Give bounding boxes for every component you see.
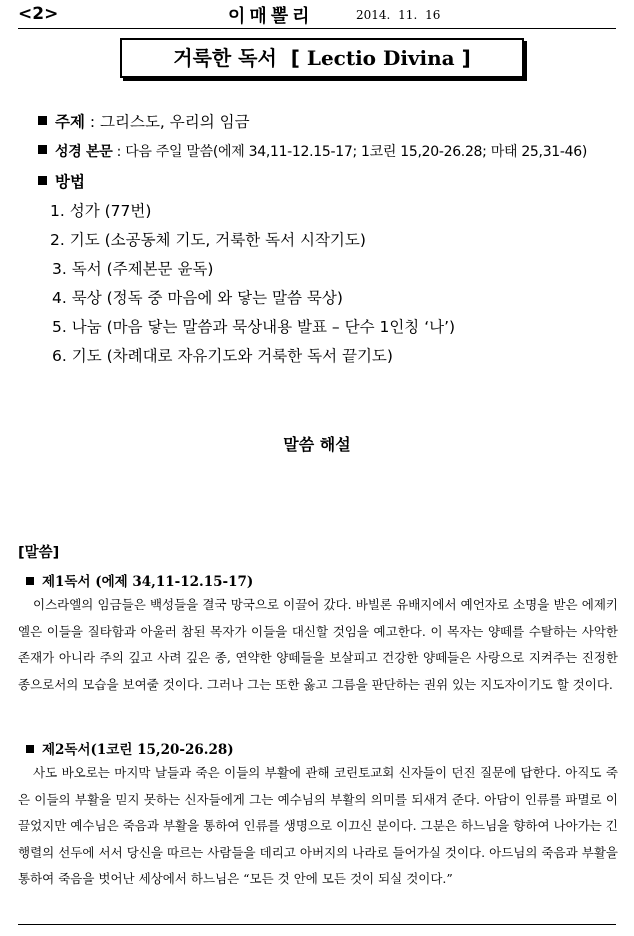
commentary-heading: 말씀 해설 <box>283 435 351 454</box>
theme-label: 주제 <box>55 113 85 131</box>
square-bullet-icon <box>26 577 34 585</box>
scripture-line <box>38 141 587 161</box>
footer-divider <box>18 924 616 925</box>
reading-1-title: 제1독서 (에제 34,11-12.15-17) <box>42 574 254 590</box>
square-bullet-icon <box>38 176 47 185</box>
reading-2-title: 제2독서(1코린 15,20-26.28) <box>42 742 234 758</box>
reading-2-text: 사도 바오로는 마지막 날들과 죽은 이들의 부활에 관해 코린토교회 신자들이 던진 질문에 답한다. 아직도 죽은 이들의 부활을 믿지 못하는 신자들에게 그는 예수님의 부활의 의미를 되새겨 준다. 아담이 인류를 파멸로 이끌었지만 예수님은 죽음과 부활을 통하여 인류를 생명으로 이끄신 분이다. 그분은 하느님을 향하여 나아가는 긴 행렬의 선두에 서서 당신을 따르는 사람들을 데리고 아버지의 나라로 들어가실 것이다. 아드님의 죽음과 부활을 통하여 죽음을 벗어난 세상에서 하느님은 “모든 것 안에 모든 것이 되실 것이다.” <box>18 765 618 886</box>
title-latin: Lectio Divina <box>306 46 455 70</box>
square-bullet-icon <box>26 745 34 753</box>
scripture-value: : 다음 주일 말씀(에제 34,11-12.15-17; 1코린 15,20-26.28; 마태 25,31-46) <box>112 144 588 160</box>
title-box <box>120 38 524 78</box>
theme-line <box>38 110 250 132</box>
method-step-5: 5. 나눔 (마음 닿는 말씀과 묵상내용 발표 – 단수 1인칭 ‘나’) <box>52 318 456 336</box>
method-step-6: 6. 기도 (차례대로 자유기도와 거룩한 독서 끝기도) <box>52 347 393 365</box>
scripture-label: 성경 본문 <box>55 144 113 160</box>
title-korean: 거룩한 독서 <box>173 46 277 70</box>
method-step-3: 3. 독서 (주제본문 윤독) <box>52 260 214 278</box>
bulletin-title: 이매뽈리 <box>228 6 314 27</box>
reading-1-heading <box>26 570 253 590</box>
method-step-2: 2. 기도 (소공동체 기도, 거룩한 독서 시작기도) <box>50 231 366 249</box>
title-bracket-close: ] <box>454 46 471 70</box>
method-line <box>38 170 85 192</box>
square-bullet-icon <box>38 145 47 154</box>
reading-1-text: 이스라엘의 임금들은 백성들을 결국 망국으로 이끌어 갔다. 바빌론 유배지에서 예언자로 소명을 받은 에제키엘은 이들을 질타함과 아울러 참된 목자가 이들을 대신할 것임을 예고한다. 이 목자는 양떼를 수탈하는 사악한 존재가 아니라 주의 깊고 사려 깊은 종, 연약한 양떼들을 보살피고 건강한 양떼들은 사랑으로 지켜주는 진정한 종으로서의 모습을 보여줄 것이다. 그러나 그는 또한 옳고 그름을 판단하는 권위 있는 지도자이기도 할 것이다. <box>18 597 618 692</box>
word-section-label: [말씀] <box>18 545 60 561</box>
page-number: <2> <box>18 4 59 24</box>
method-step-4: 4. 묵상 (정독 중 마음에 와 닿는 말씀 묵상) <box>52 289 343 307</box>
header-divider <box>18 28 616 29</box>
bulletin-date: 2014. 11. 16 <box>356 8 441 22</box>
theme-value: : 그리스도, 우리의 임금 <box>84 113 250 131</box>
title-bracket-open: [ <box>283 46 307 70</box>
method-label: 방법 <box>55 173 85 191</box>
method-step-1: 1. 성가 (77번) <box>50 202 152 220</box>
reading-2-heading <box>26 738 234 758</box>
square-bullet-icon <box>38 116 47 125</box>
